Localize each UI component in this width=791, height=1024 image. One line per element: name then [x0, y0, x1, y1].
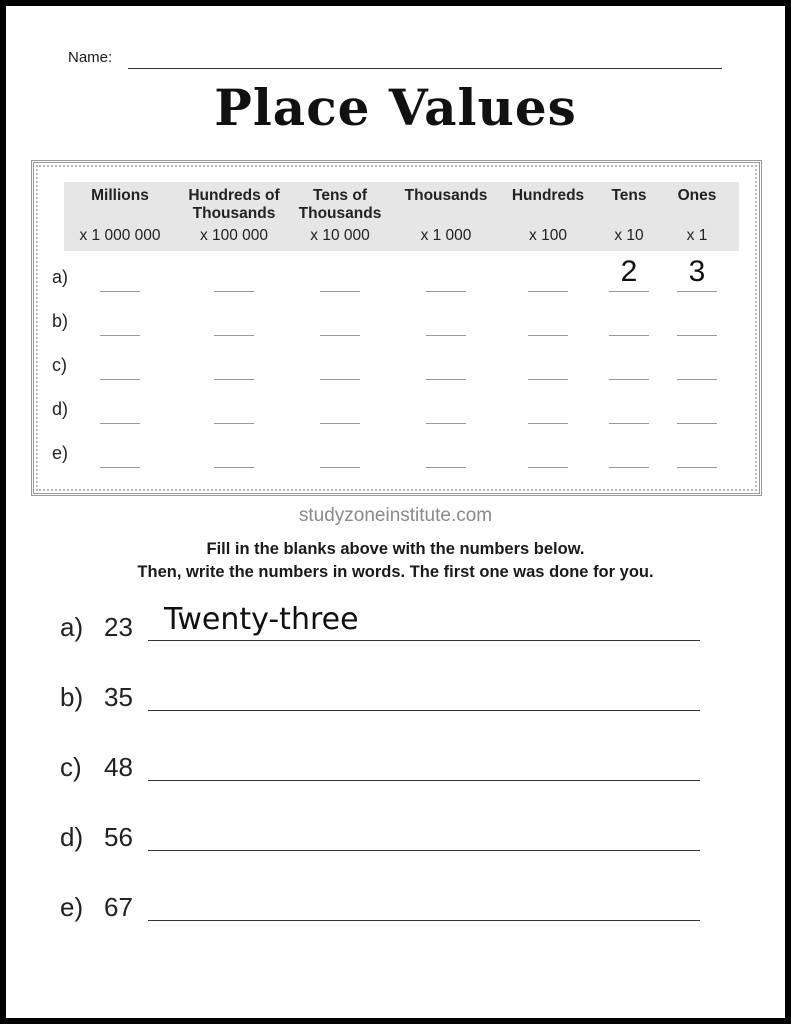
digit-blank[interactable]	[426, 467, 466, 468]
table-row-label: e)	[52, 443, 69, 463]
instructions-line-2: Then, write the numbers in words. The first one was done for you.	[137, 563, 654, 581]
column-multiplier: x 100	[529, 227, 567, 244]
digit-blank[interactable]	[528, 379, 568, 380]
column-heading: Hundreds of Thousands	[188, 187, 280, 222]
answer-line[interactable]	[148, 780, 700, 781]
column-heading: Ones	[677, 187, 717, 204]
column-heading: Millions	[91, 187, 149, 204]
page-title: Place Values	[214, 78, 577, 137]
column-heading: Thousands	[404, 187, 488, 204]
digit-blank[interactable]	[320, 335, 360, 336]
digit-blank[interactable]	[609, 335, 649, 336]
name-label: Name:	[68, 49, 113, 66]
instructions-line-1: Fill in the blanks above with the numbers below.	[206, 540, 585, 558]
filled-digit: 2	[620, 255, 638, 288]
question-number: 67	[104, 892, 133, 922]
column-multiplier: x 10	[614, 227, 644, 244]
digit-blank[interactable]	[214, 423, 254, 424]
question-number: 35	[104, 682, 133, 712]
digit-blank[interactable]	[609, 379, 649, 380]
column-multiplier: x 10 000	[310, 227, 370, 244]
question-number: 48	[104, 752, 133, 782]
question-row	[60, 822, 710, 862]
digit-blank[interactable]	[677, 379, 717, 380]
digit-blank[interactable]	[320, 467, 360, 468]
digit-blank[interactable]	[528, 335, 568, 336]
digit-blank[interactable]	[100, 335, 140, 336]
digit-blank[interactable]	[528, 291, 568, 292]
column-multiplier: x 1 000 000	[79, 227, 161, 244]
question-number: 56	[104, 822, 133, 852]
table-row-label: b)	[52, 311, 69, 331]
digit-blank[interactable]	[677, 291, 717, 292]
answer-line[interactable]	[148, 640, 700, 641]
answer-line[interactable]	[148, 850, 700, 851]
digit-blank[interactable]	[677, 467, 717, 468]
digit-blank[interactable]	[100, 423, 140, 424]
digit-blank[interactable]	[426, 423, 466, 424]
question-row	[60, 682, 710, 722]
written-answer: Twenty-three	[164, 602, 359, 637]
instructions	[6, 538, 785, 584]
question-label: a)	[60, 612, 84, 642]
question-row	[60, 892, 710, 932]
question-row	[60, 752, 710, 792]
place-value-table	[31, 160, 762, 496]
digit-blank[interactable]	[609, 291, 649, 292]
name-input-line[interactable]	[128, 68, 722, 69]
digit-blank[interactable]	[609, 423, 649, 424]
question-label: e)	[60, 892, 84, 922]
column-multiplier: x 1 000	[420, 227, 472, 244]
table-row-label: c)	[52, 355, 67, 375]
question-row	[60, 602, 710, 652]
column-heading: Hundreds	[511, 187, 585, 204]
digit-blank[interactable]	[426, 379, 466, 380]
column-heading: Tens of Thousands	[298, 187, 382, 222]
digit-blank[interactable]	[320, 423, 360, 424]
digit-blank[interactable]	[528, 423, 568, 424]
digit-blank[interactable]	[100, 291, 140, 292]
digit-blank[interactable]	[214, 291, 254, 292]
digit-blank[interactable]	[426, 291, 466, 292]
digit-blank[interactable]	[677, 335, 717, 336]
digit-blank[interactable]	[677, 423, 717, 424]
digit-blank[interactable]	[320, 291, 360, 292]
digit-blank[interactable]	[320, 379, 360, 380]
digit-blank[interactable]	[426, 335, 466, 336]
digit-blank[interactable]	[609, 467, 649, 468]
question-label: b)	[60, 682, 84, 712]
question-label: c)	[60, 752, 82, 782]
digit-blank[interactable]	[214, 335, 254, 336]
filled-digit: 3	[688, 255, 706, 288]
digit-blank[interactable]	[214, 379, 254, 380]
digit-blank[interactable]	[100, 467, 140, 468]
question-number: 23	[104, 612, 133, 642]
digit-blank[interactable]	[214, 467, 254, 468]
website-label: studyzoneinstitute.com	[298, 505, 493, 526]
table-row-label: a)	[52, 267, 69, 287]
digit-blank[interactable]	[528, 467, 568, 468]
column-multiplier: x 1	[686, 227, 708, 244]
question-label: d)	[60, 822, 84, 852]
digit-blank[interactable]	[100, 379, 140, 380]
column-multiplier: x 100 000	[199, 227, 269, 244]
column-heading: Tens	[611, 187, 647, 204]
answer-line[interactable]	[148, 920, 700, 921]
worksheet-page	[6, 6, 785, 1018]
table-row-label: d)	[52, 399, 69, 419]
answer-line[interactable]	[148, 710, 700, 711]
